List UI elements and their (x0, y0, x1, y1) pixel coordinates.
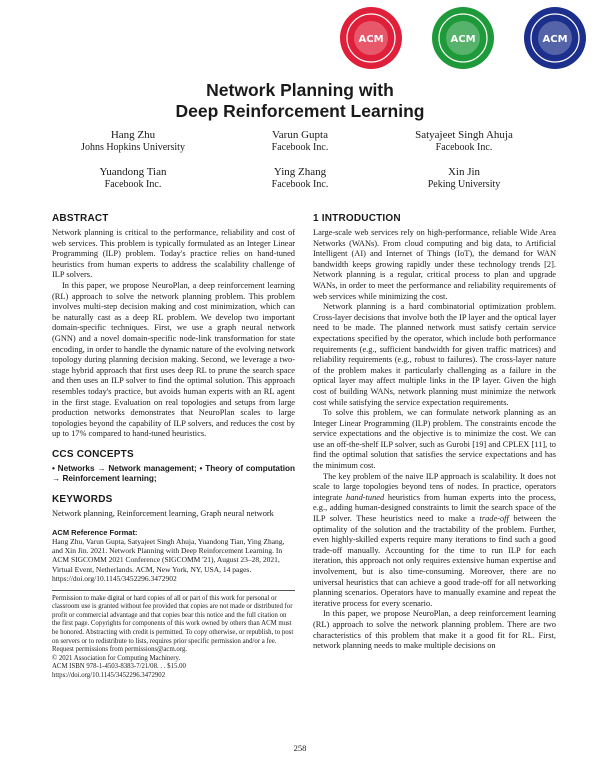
intro-paragraph-1: Large-scale web services rely on high-performance, reliable Wide Area Networks (WANs). From cloud computing and big data, to Artificial Intelligent (AI) and Internet of Things (IoT), the demand for WAN bandwidth keeps growing rapidly under these technology trends [2]. Network planning is a regular, critical process to plan and upgrade WANs, in order to meet the performance and reliability requirements of web services while minimizing the cost. (313, 228, 556, 301)
badge-artifacts-available (338, 5, 404, 76)
intro-paragraph-3: To solve this problem, we can formulate network planning as an Integer Linear Programming (ILP) problem. The constraints encode the service expectations and the objective is to minimize the cost. We can use an off-the-shelf ILP solver, such as Gurobi [19] and CPLEX [11], to find the optimal solution that satisfies the service expectations and has the minimum cost. (313, 408, 556, 471)
author-name: Satyajeet Singh Ahuja (415, 129, 513, 141)
svg-text:ACM: ACM (358, 34, 384, 45)
badge-artifacts-functional (430, 5, 496, 76)
abstract-paragraph-1: Network planning is critical to the performance, reliability and cost of web services. This problem is typically formulated as an Integer Linear Programming (ILP) problem. Today's practice relies on hand-tuned heuristics from human experts to address the scalability challenge of ILP solvers. (52, 228, 295, 280)
abstract-heading: ABSTRACT (52, 213, 109, 224)
author-block (210, 165, 390, 191)
author-affiliation: Peking University (427, 179, 501, 190)
title-line-2: Deep Reinforcement Learning (175, 101, 425, 121)
keywords-heading: KEYWORDS (52, 494, 113, 506)
author-affiliation: Facebook Inc. (435, 142, 493, 153)
doi-link[interactable]: https://doi.org/10.1145/3452296.3472902 (52, 672, 166, 680)
author-block (374, 165, 554, 191)
intro-paragraph-4: The key problem of the naive ILP approach is scalability. It does not scale to large topologies beyond tens of nodes. In practice, operators integrate hand-tuned heuristics from human experts into the process, e.g., adding human-designed constraints to limit the search space of the ILP solver. These heuristics need to make a trade-off between the optimality of the solution and the tractability of the problem. Further, even highly-skilled experts require many iterations to find such a good trade-off manually. Accounting for the time to run ILP for each iteration, this approach not only requires extensive human expertise and involvement, but is also time-consuming. Moreover, there are no universal heuristics that can achieve a good trade-off for all networking planning scenarios. Operators have to manually examine and repeat the iterative process for every scenario. (313, 471, 557, 608)
author-affiliation: Facebook Inc. (104, 179, 162, 190)
right-column (313, 212, 556, 652)
ccs-heading: CCS CONCEPTS (52, 448, 134, 460)
ccs-theory: • Theory of computation → Reinforcement learning; (52, 463, 295, 484)
footnote-divider (52, 590, 295, 591)
artifact-badges (338, 5, 600, 69)
paper-title (0, 80, 600, 122)
intro-paragraph-5: In this paper, we propose NeuroPlan, a deep reinforcement learning (RL) approach to solve the network planning problem. There are two characteristics of this problem that make it a good fit for RL. First, network planning needs to make multiple decisions on (313, 609, 556, 651)
author-affiliation: Facebook Inc. (271, 179, 329, 190)
introduction-heading: 1 INTRODUCTION (313, 213, 401, 224)
intro-paragraph-2: Network planning is a hard combinatorial optimization problem. Cross-layer decisions that involve both the IP layer and the optical layer need to be made. The planned network must satisfy certain service expectations specified by the operator, which include both performance requirements (e.g., sufficient bandwidth for given traffic matrices) and reliability requirements (e.g., robust to failures). The cross-layer nature of the problem makes it particularly challenging as a failure in the optical layer may affect multiple links in the IP layer. Given the high cost of building WANs, network planning must minimize the network cost while satisfying the service expectation requirements. (313, 302, 556, 407)
badge-results-reproduced (522, 5, 588, 76)
author-block (43, 128, 223, 154)
permission-notice: Permission to make digital or hard copies of all or part of this work for personal or classroom use is granted without fee provided that copies are not made or distributed for profit or commercial advantage and that copies bear this notice and the full citation on the first page. Copyrights for components of this work owned by others than ACM must be honored. Abstracting with credit is permitted. To copy otherwise, or republish, to post on servers or to redistribute to lists, requires prior specific permission and/or a fee. Request permissions from permissions@acm.org. (52, 594, 294, 654)
author-block (210, 128, 390, 154)
svg-text:ACM: ACM (450, 34, 476, 45)
ccs-concepts (52, 464, 295, 485)
author-name: Hang Zhu (110, 129, 156, 141)
keywords-text: Network planning, Reinforcement learning, Graph neural network (52, 509, 274, 519)
author-name: Xin Jin (447, 166, 481, 178)
reference-format-label: ACM Reference Format: (52, 527, 138, 537)
title-line-1: Network Planning with (206, 80, 394, 100)
ccs-networks: • Networks → Network management; (52, 463, 197, 473)
author-block (374, 128, 554, 154)
reference-format-text: Hang Zhu, Varun Gupta, Satyajeet Singh Ahuja, Yuandong Tian, Ying Zhang, and Xin Jin. 2021. Network Planning with Deep Reinforcement Learning. In ACM SIGCOMM 2021 Conference (SIGCOMM '21), August 23–28, 2021, Virtual Event, Netherlands. ACM, New York, NY, USA, 14 pages. https://doi.org/10.1145/3452296.3472902 (52, 536, 285, 584)
author-name: Ying Zhang (273, 166, 327, 178)
author-name: Yuandong Tian (99, 166, 167, 178)
abstract-paragraph-2: In this paper, we propose NeuroPlan, a deep reinforcement learning (RL) approach to solve the network planning problem. This problem involves multi-step decision making and cost minimization, which can be naturally cast as a deep RL problem. We develop two important domain-specific techniques. First, we use a graph neural network (GNN) and a novel domain-specific node-link transformation for state encoding, in order to handle the dynamic nature of the evolving network topology during planning decision making. Second, we leverage a two-stage hybrid approach that first uses deep RL to prune the search space and then uses an ILP solver to find the optimal solution. This approach resembles today's practice, but avoids human experts with an RL agent in the first stage. Evaluation on real topologies and setups from large production networks demonstrates that NeuroPlan scales to large topologies beyond the capability of ILP solvers, and reduces the cost by up to 17% compared to hand-tuned heuristics. (52, 280, 295, 439)
page-number: 258 (293, 743, 307, 753)
svg-text:ACM: ACM (542, 34, 568, 45)
copyright-notice: © 2021 Association for Computing Machinery. (52, 654, 181, 662)
author-affiliation: Johns Hopkins University (81, 142, 185, 153)
author-affiliation: Facebook Inc. (271, 142, 329, 153)
left-column (52, 212, 295, 681)
isbn: ACM ISBN 978-1-4503-8383-7/21/08. . . $15.00 (52, 663, 186, 671)
author-name: Varun Gupta (272, 129, 328, 141)
author-block (43, 165, 223, 191)
